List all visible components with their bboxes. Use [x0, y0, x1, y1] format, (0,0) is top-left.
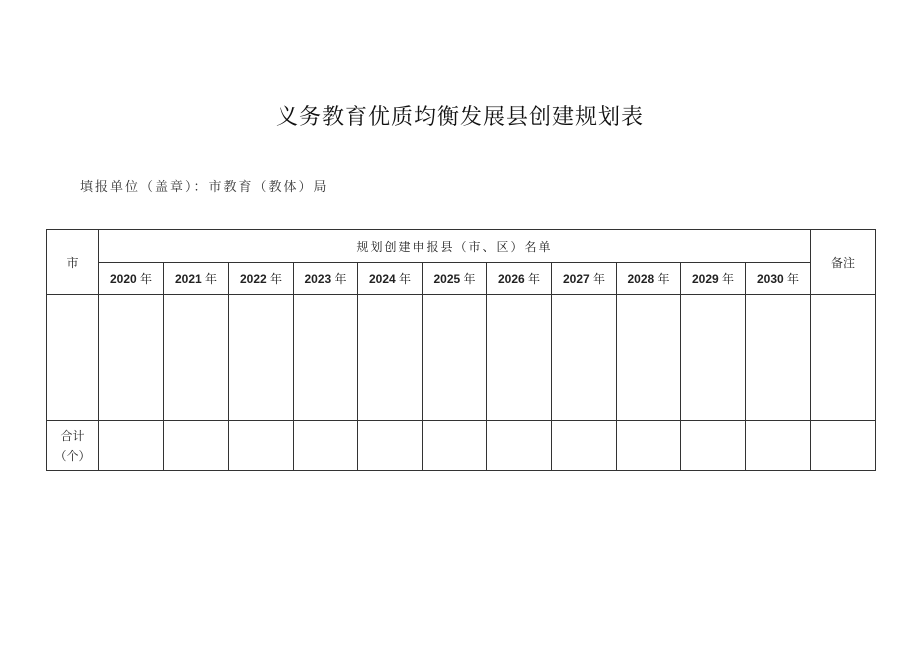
remark-cell[interactable]	[811, 295, 876, 421]
total-label: 合计 （个）	[47, 421, 99, 471]
year-header: 2022 年	[229, 263, 294, 295]
total-cell[interactable]	[617, 421, 681, 471]
total-cell[interactable]	[487, 421, 552, 471]
year-header: 2030 年	[746, 263, 811, 295]
total-cell[interactable]	[99, 421, 164, 471]
year-cell[interactable]	[294, 295, 358, 421]
year-header: 2024 年	[358, 263, 423, 295]
year-cell[interactable]	[617, 295, 681, 421]
total-cell[interactable]	[746, 421, 811, 471]
year-cell[interactable]	[681, 295, 746, 421]
year-header: 2023 年	[294, 263, 358, 295]
total-row	[47, 421, 876, 471]
filling-unit-line: 填报单位（盖章）：市教育（教体）局	[80, 180, 329, 195]
city-cell[interactable]	[47, 295, 99, 421]
year-cell[interactable]	[423, 295, 487, 421]
year-header: 2021 年	[164, 263, 229, 295]
total-cell[interactable]	[164, 421, 229, 471]
year-header: 2026 年	[487, 263, 552, 295]
year-header: 2029 年	[681, 263, 746, 295]
year-cell[interactable]	[164, 295, 229, 421]
total-cell[interactable]	[358, 421, 423, 471]
total-cell[interactable]	[294, 421, 358, 471]
year-header: 2028 年	[617, 263, 681, 295]
group-header: 规划创建申报县（市、区）名单	[99, 230, 811, 263]
year-cell[interactable]	[358, 295, 423, 421]
plan-table	[46, 229, 876, 471]
year-header: 2027 年	[552, 263, 617, 295]
year-header: 2025 年	[423, 263, 487, 295]
total-cell[interactable]	[681, 421, 746, 471]
table-row	[47, 295, 876, 421]
remark-header: 备注	[811, 230, 876, 295]
year-header: 2020 年	[99, 263, 164, 295]
page-title: 义务教育优质均衡发展县创建规划表	[275, 105, 644, 130]
total-cell[interactable]	[423, 421, 487, 471]
year-cell[interactable]	[487, 295, 552, 421]
total-cell[interactable]	[229, 421, 294, 471]
city-header: 市	[47, 230, 99, 295]
year-cell[interactable]	[99, 295, 164, 421]
total-cell[interactable]	[552, 421, 617, 471]
remark-cell[interactable]	[811, 421, 876, 471]
year-cell[interactable]	[552, 295, 617, 421]
year-cell[interactable]	[746, 295, 811, 421]
year-cell[interactable]	[229, 295, 294, 421]
